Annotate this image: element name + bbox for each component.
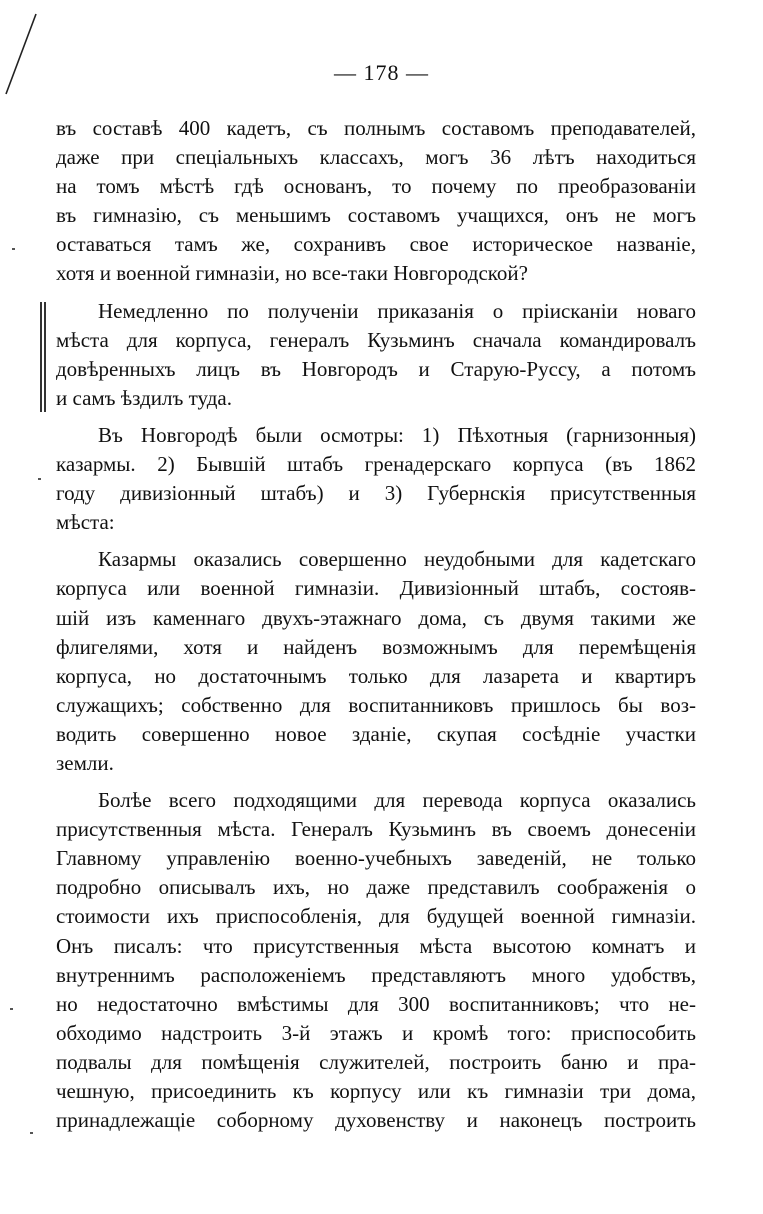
ink-speck: [12, 248, 15, 250]
paragraph-4: [56, 545, 696, 778]
text-line: казармы. 2) Бывшій штабъ гренадерскаго корпуса (въ 1862: [56, 452, 696, 477]
text-line: обходимо надстроить 3-й этажъ и кромѣ того: приспособить: [56, 1020, 696, 1045]
text-line: и самъ ѣздилъ туда.: [56, 385, 232, 410]
paragraph-2: [56, 297, 696, 413]
text-line: корпуса, но достаточнымъ только для лазарета и квартиръ: [56, 663, 696, 688]
paragraph-1: [56, 114, 696, 289]
text-line: оставаться тамъ же, сохранивъ свое историческое названіе,: [56, 232, 696, 257]
text-line: Главному управленію военно-учебныхъ заведеній, не только: [56, 846, 696, 871]
text-line: мѣста:: [56, 510, 115, 535]
text-line: на томъ мѣстѣ гдѣ основанъ, то почему по преобразованіи: [56, 174, 696, 199]
text-line: въ составѣ 400 кадетъ, съ полнымъ составомъ преподавателей,: [56, 116, 696, 140]
text-line: Немедленно по полученіи приказанія о пріисканіи новаго: [98, 298, 696, 323]
body-text: [56, 114, 696, 1143]
text-line: водить совершенно новое зданіе, скупая сосѣдніе участки: [56, 721, 696, 746]
ink-speck: [38, 478, 41, 480]
text-line: стоимости ихъ приспособленія, для будущей военной гимназіи.: [56, 904, 696, 929]
text-line: подробно описывалъ ихъ, но даже представилъ соображенія о: [56, 875, 696, 900]
text-line: шій изъ каменнаго двухъ-этажнаго дома, съ двумя такими же: [56, 605, 696, 630]
text-line: внутреннимъ расположеніемъ представляютъ много удобствъ,: [56, 962, 696, 987]
text-line: Болѣе всего подходящими для перевода корпуса оказались: [98, 788, 696, 813]
text-line: чешную, присоединить къ корпусу или къ гимназіи три дома,: [56, 1079, 696, 1103]
text-line: мѣста для корпуса, генералъ Кузьминъ сначала командировалъ: [56, 327, 696, 352]
text-line: году дивизіонный штабъ) и 3) Губернскія присутственныя: [56, 481, 696, 506]
text-line: Онъ писалъ: что присутственныя мѣста высотою комнатъ и: [56, 933, 696, 958]
ink-speck: [10, 1008, 13, 1010]
text-line: корпуса или военной гимназіи. Дивизіонный штабъ, состояв-: [56, 576, 696, 601]
text-line: въ гимназію, съ меньшимъ составомъ учащихся, онъ не могъ: [56, 203, 696, 228]
paragraph-5: [56, 786, 696, 1135]
text-line: принадлежащіе соборному духовенству и наконецъ построить: [56, 1108, 696, 1133]
ink-speck: [30, 1132, 33, 1134]
text-line: Въ Новгородѣ были осмотры: 1) Пѣхотныя (гарнизонныя): [98, 422, 696, 447]
text-line: земли.: [56, 750, 114, 775]
text-line: хотя и военной гимназіи, но все-таки Новгородской?: [56, 261, 528, 286]
text-line: флигелями, хотя и найденъ возможнымъ для перемѣщенія: [56, 634, 696, 659]
text-line: но недостаточно вмѣстимы для 300 воспитанниковъ; что не-: [56, 991, 696, 1016]
margin-pencil-marks: [40, 302, 54, 412]
text-line: довѣренныхъ лицъ въ Новгородъ и Старую-Руссу, а потомъ: [56, 356, 696, 381]
text-line: присутственныя мѣста. Генералъ Кузьминъ въ своемъ донесеніи: [56, 817, 696, 842]
text-line: даже при спеціальныхъ классахъ, могъ 36 лѣтъ находиться: [56, 145, 696, 170]
text-line: подвалы для помѣщенія служителей, построить баню и пра-: [56, 1049, 696, 1074]
pen-margin-stroke: [0, 10, 40, 100]
text-line: Казармы оказались совершенно неудобными для кадетскаго: [98, 547, 696, 572]
paragraph-3: [56, 421, 696, 537]
page-number: — 178 —: [334, 60, 429, 85]
text-line: служащихъ; собственно для воспитанниковъ пришлось бы воз-: [56, 692, 696, 717]
